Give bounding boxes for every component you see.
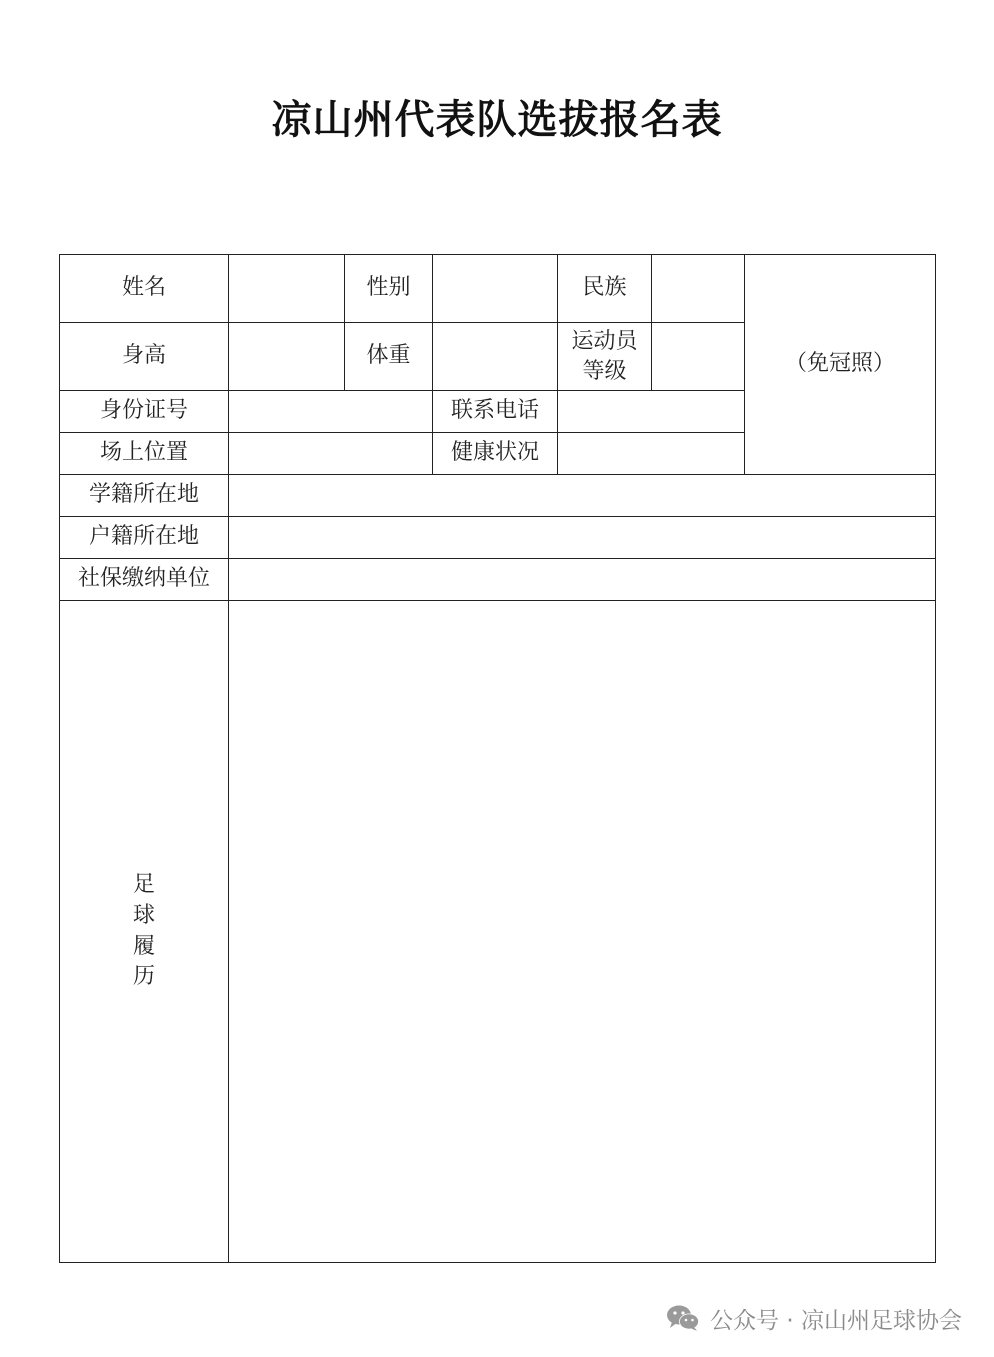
athlete-level-label: 运动员等级 <box>558 323 652 391</box>
social-security-field[interactable] <box>229 559 936 601</box>
phone-label: 联系电话 <box>433 391 558 433</box>
position-label: 场上位置 <box>60 433 229 475</box>
football-history-label: 足球履历 <box>132 871 155 990</box>
id-number-field[interactable] <box>229 391 433 433</box>
school-registry-label: 学籍所在地 <box>60 475 229 517</box>
table-row <box>60 601 936 1263</box>
wechat-icon <box>666 1304 700 1332</box>
table-row <box>60 475 936 517</box>
household-registry-field[interactable] <box>229 517 936 559</box>
ethnicity-field[interactable] <box>652 255 745 323</box>
footer-watermark <box>666 1298 962 1338</box>
weight-field[interactable] <box>433 323 558 391</box>
page-title: 凉山州代表队选拔报名表 <box>271 96 723 143</box>
photo-cell[interactable] <box>745 255 936 475</box>
football-history-label-cell <box>60 601 229 1263</box>
household-registry-label: 户籍所在地 <box>60 517 229 559</box>
name-field[interactable] <box>229 255 345 323</box>
gender-field[interactable] <box>433 255 558 323</box>
ethnicity-label: 民族 <box>558 255 652 323</box>
weight-label: 体重 <box>345 323 433 391</box>
height-field[interactable] <box>229 323 345 391</box>
school-registry-field[interactable] <box>229 475 936 517</box>
table-row <box>60 559 936 601</box>
athlete-level-field[interactable] <box>652 323 745 391</box>
football-history-field[interactable] <box>229 601 936 1263</box>
photo-label: （免冠照） <box>784 351 895 377</box>
phone-field[interactable] <box>558 391 745 433</box>
height-label: 身高 <box>60 323 229 391</box>
id-number-label: 身份证号 <box>60 391 229 433</box>
name-label: 姓名 <box>60 255 229 323</box>
gender-label: 性别 <box>345 255 433 323</box>
position-field[interactable] <box>229 433 433 475</box>
table-row <box>60 517 936 559</box>
footer-text: 公众号 · 凉山州足球协会 <box>710 1307 962 1334</box>
health-label: 健康状况 <box>433 433 558 475</box>
social-security-label: 社保缴纳单位 <box>60 559 229 601</box>
health-field[interactable] <box>558 433 745 475</box>
registration-form-table <box>59 254 936 1263</box>
table-row <box>60 255 936 323</box>
